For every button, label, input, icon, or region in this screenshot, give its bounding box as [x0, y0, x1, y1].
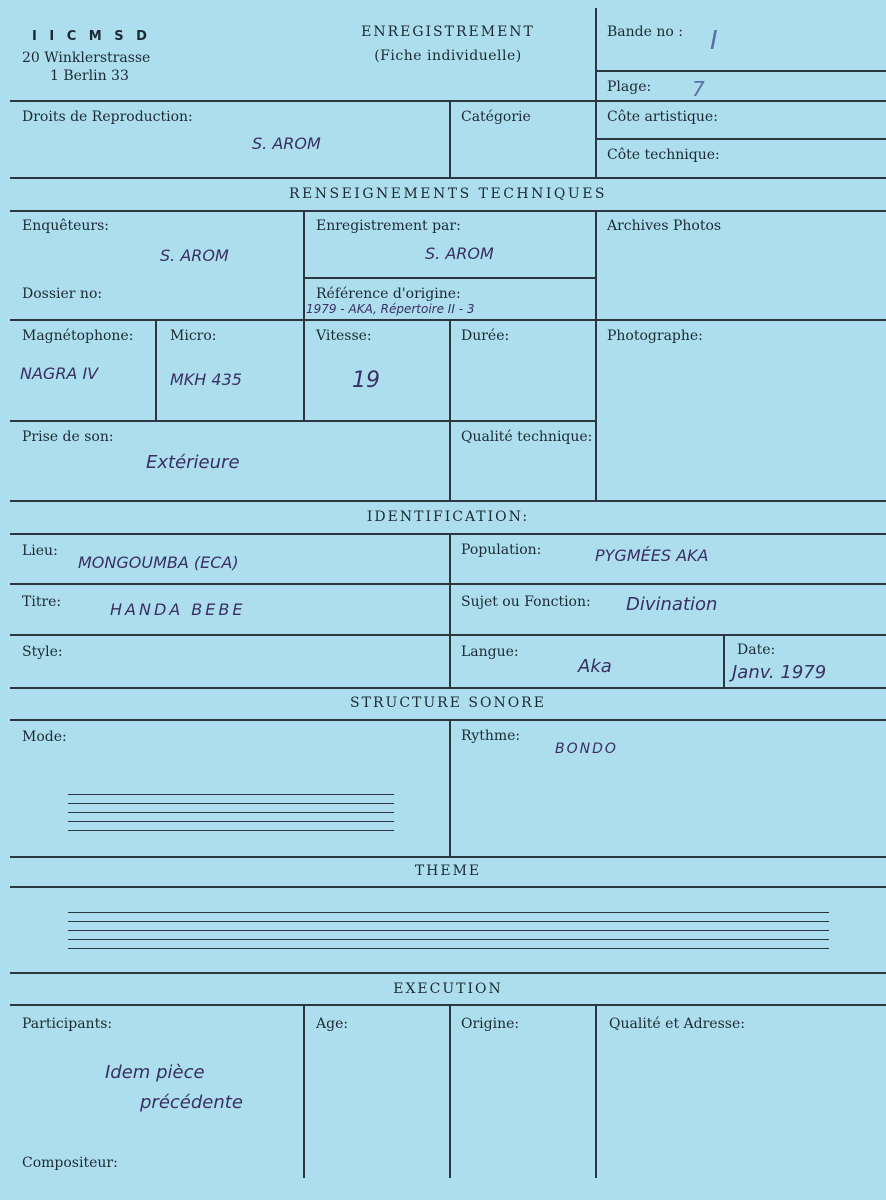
rule-execution-title — [10, 1004, 886, 1006]
rule-technical-top — [10, 177, 886, 179]
sujet-fonction-value: Divination — [626, 594, 718, 615]
theme-staff-line — [68, 939, 829, 940]
titre-value: HANDA BEBE — [110, 600, 246, 619]
rule-v-date — [723, 634, 725, 687]
identification-section-title: IDENTIFICATION: — [366, 509, 530, 525]
rule-theme-title — [10, 886, 886, 888]
technical-section-title: RENSEIGNEMENTS TECHNIQUES — [288, 186, 608, 202]
mode-staff-line — [68, 803, 394, 804]
participants-label: Participants: — [22, 1016, 113, 1032]
rythme-value: BONDO — [555, 741, 618, 757]
rule-cote — [596, 138, 886, 140]
vitesse-label: Vitesse: — [316, 328, 372, 344]
rule-v-age — [303, 1004, 305, 1178]
bande-value: I — [710, 26, 718, 56]
rule-v-qualite — [595, 1004, 597, 1178]
style-label: Style: — [22, 644, 63, 660]
rule-style — [10, 687, 886, 689]
origine-label: Origine: — [461, 1016, 520, 1032]
participants-value-line1: Idem pièce — [105, 1062, 205, 1083]
compositeur-label: Compositeur: — [22, 1155, 118, 1171]
bande-label: Bande no : — [607, 24, 683, 40]
plage-value: 7 — [692, 77, 705, 101]
theme-staff-line — [68, 948, 829, 949]
droits-label: Droits de Reproduction: — [22, 109, 193, 125]
theme-staff-line — [68, 930, 829, 931]
rule-v-rythme — [449, 719, 451, 856]
rule-titre — [10, 634, 886, 636]
rule-prise — [10, 420, 596, 422]
enqueteurs-label: Enquêteurs: — [22, 218, 110, 234]
archives-photos-label: Archives Photos — [607, 218, 722, 234]
participants-value-line2: précédente — [140, 1092, 243, 1113]
rule-magnetophone — [10, 319, 886, 321]
rule-v-micro — [155, 319, 157, 420]
reference-value: 1979 - AKA, Répertoire II - 3 — [306, 302, 475, 316]
rule-v-origine — [449, 1004, 451, 1178]
execution-section-title: EXECUTION — [393, 981, 503, 997]
dossier-label: Dossier no: — [22, 286, 103, 302]
titre-label: Titre: — [22, 594, 62, 610]
population-label: Population: — [461, 542, 542, 558]
enregistrement-par-value: S. AROM — [425, 244, 494, 263]
age-label: Age: — [316, 1016, 349, 1032]
date-value: Janv. 1979 — [732, 662, 827, 683]
rule-theme-bottom — [10, 972, 886, 974]
theme-staff-line — [68, 921, 829, 922]
rule-reference — [304, 277, 596, 279]
micro-value: MKH 435 — [170, 370, 242, 389]
reference-label: Référence d'origine: — [316, 286, 461, 302]
mode-staff-line — [68, 812, 394, 813]
langue-value: Aka — [578, 656, 612, 677]
date-label: Date: — [737, 642, 776, 658]
rule-identification-top — [10, 500, 886, 502]
magnetophone-value: NAGRA IV — [20, 364, 99, 383]
cote-technique-label: Côte technique: — [607, 147, 720, 163]
rule-v-ident — [449, 533, 451, 687]
rule-structure-bottom — [10, 856, 886, 858]
qualite-adresse-label: Qualité et Adresse: — [609, 1016, 745, 1032]
population-value: PYGMÉES AKA — [595, 546, 709, 565]
rule-v-archives — [595, 210, 597, 500]
magnetophone-label: Magnétophone: — [22, 328, 134, 344]
sujet-fonction-label: Sujet ou Fonction: — [461, 594, 591, 610]
langue-label: Langue: — [461, 644, 519, 660]
form-title: ENREGISTREMENT — [361, 24, 535, 40]
mode-label: Mode: — [22, 729, 67, 745]
droits-value: S. AROM — [252, 134, 321, 153]
form-subtitle: (Fiche individuelle) — [374, 48, 522, 64]
rule-structure-title — [10, 719, 886, 721]
rule-v-duree — [449, 319, 451, 500]
rule-v-enquete — [303, 210, 305, 319]
mode-staff-line — [68, 830, 394, 831]
photographe-label: Photographe: — [607, 328, 703, 344]
mode-staff-line — [68, 794, 394, 795]
enregistrement-par-label: Enregistrement par: — [316, 218, 461, 234]
rule-technical-title — [10, 210, 886, 212]
cote-artistique-label: Côte artistique: — [607, 109, 718, 125]
categorie-label: Catégorie — [461, 109, 531, 125]
prise-de-son-value: Extérieure — [146, 452, 240, 473]
duree-label: Durée: — [461, 328, 510, 344]
plage-label: Plage: — [607, 79, 652, 95]
qualite-technique-label: Qualité technique: — [461, 429, 593, 445]
address-street: 20 Winklerstrasse — [22, 50, 151, 66]
rule-lieu — [10, 583, 886, 585]
theme-staff-line — [68, 912, 829, 913]
rule-below-header — [10, 100, 886, 102]
prise-de-son-label: Prise de son: — [22, 429, 114, 445]
address-city: 1 Berlin 33 — [50, 68, 129, 84]
rule-identification-title — [10, 533, 886, 535]
rythme-label: Rythme: — [461, 728, 521, 744]
micro-label: Micro: — [170, 328, 217, 344]
vitesse-value: 19 — [352, 368, 380, 393]
theme-section-title: THEME — [414, 863, 482, 879]
structure-section-title: STRUCTURE SONORE — [350, 695, 546, 711]
enqueteurs-value: S. AROM — [160, 246, 229, 265]
org-name: I I C M S D — [32, 29, 151, 44]
lieu-value: MONGOUMBA (ECA) — [78, 553, 239, 572]
lieu-label: Lieu: — [22, 543, 58, 559]
rule-v-categorie — [449, 100, 451, 177]
mode-staff-line — [68, 821, 394, 822]
rule-bande-plage — [596, 70, 886, 72]
rule-v-vitesse — [303, 319, 305, 420]
